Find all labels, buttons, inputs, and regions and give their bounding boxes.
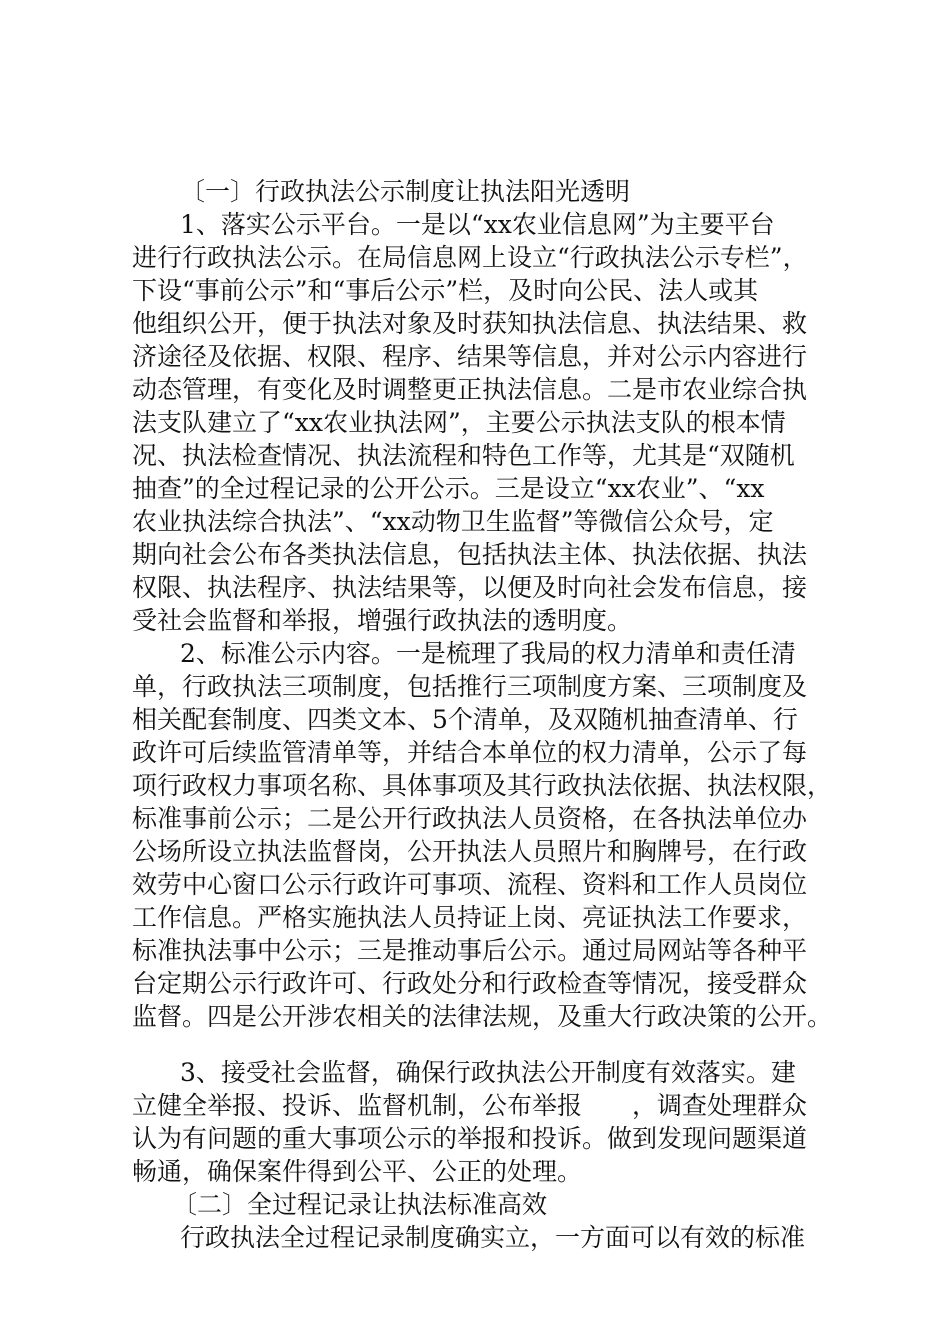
paragraph-line: 政许可后续监管清单等，并结合本单位的权力清单，公示了每 <box>132 738 808 767</box>
paragraph-line: 标准事前公示；二是公开行政执法人员资格，在各执法单位办 <box>132 804 808 833</box>
paragraph-line: 况、执法检查情况、执法流程和特色工作等，尤其是“双随机 <box>132 441 795 470</box>
paragraph-line: 立健全举报、投诉、监督机制，公布举报 ，调查处理群众 <box>132 1091 808 1120</box>
paragraph-line: 行政执法全过程记录制度确实立，一方面可以有效的标准 <box>180 1223 806 1252</box>
paragraph-line: 权限、执法程序、执法结果等，以便及时向社会发布信息，接 <box>132 573 808 602</box>
paragraph-line: 进行行政执法公示。在局信息网上设立“行政执法公示专栏”， <box>132 243 808 272</box>
paragraph-line: 他组织公开，便于执法对象及时获知执法信息、执法结果、救 <box>132 309 808 338</box>
paragraph-line: 效劳中心窗口公示行政许可事项、流程、资料和工作人员岗位 <box>132 870 808 899</box>
paragraph-line: 济途径及依据、权限、程序、结果等信息，并对公示内容进行 <box>132 342 808 371</box>
paragraph-line: 项行政权力事项名称、具体事项及其行政执法依据、执法权限， <box>132 771 833 800</box>
paragraph-line: 单，行政执法三项制度，包括推行三项制度方案、三项制度及 <box>132 672 808 701</box>
paragraph-line: 法支队建立了“xx农业执法网”，主要公示执法支队的根本情 <box>132 408 786 437</box>
paragraph-line: 3、接受社会监督，确保行政执法公开制度有效落实。建 <box>180 1058 796 1087</box>
paragraph-line: 工作信息。严格实施执法人员持证上岗、亮证执法工作要求， <box>132 903 808 932</box>
paragraph-line: 2、标准公示内容。一是梳理了我局的权力清单和责任清 <box>180 639 796 668</box>
paragraph-line: 台定期公示行政许可、行政处分和行政检查等情况，接受群众 <box>132 969 808 998</box>
paragraph-line: 农业执法综合执法”、“xx动物卫生监督”等微信公众号，定 <box>132 507 774 536</box>
paragraph-line: 认为有问题的重大事项公示的举报和投诉。做到发现问题渠道 <box>132 1124 808 1153</box>
paragraph-line: 下设“事前公示”和“事后公示”栏，及时向公民、法人或其 <box>132 276 759 305</box>
paragraph-line: 1、落实公示平台。一是以“xx农业信息网”为主要平台 <box>180 210 775 239</box>
paragraph-line: 公场所设立执法监督岗，公开执法人员照片和胸牌号，在行政 <box>132 837 808 866</box>
paragraph-line: 动态管理，有变化及时调整更正执法信息。二是市农业综合执 <box>132 375 808 404</box>
paragraph-line: 畅通，确保案件得到公平、公正的处理。 <box>132 1157 583 1186</box>
paragraph-line: 标准执法事中公示；三是推动事后公示。通过局网站等各种平 <box>132 936 808 965</box>
paragraph-line: 期向社会公布各类执法信息，包括执法主体、执法依据、执法 <box>132 540 808 569</box>
paragraph-line: 相关配套制度、四类文本、5个清单，及双随机抽查清单、行 <box>132 705 798 734</box>
section-heading-1: 〔一〕行政执法公示制度让执法阳光透明 <box>180 177 631 206</box>
paragraph-line: 受社会监督和举报，增强行政执法的透明度。 <box>132 606 633 635</box>
paragraph-line: 监督。四是公开涉农相关的法律法规，及重大行政决策的公开。 <box>132 1002 833 1031</box>
section-heading-2: 〔二〕全过程记录让执法标准高效 <box>172 1190 548 1219</box>
paragraph-line: 抽查”的全过程记录的公开公示。三是设立“xx农业”、“xx <box>132 474 765 503</box>
